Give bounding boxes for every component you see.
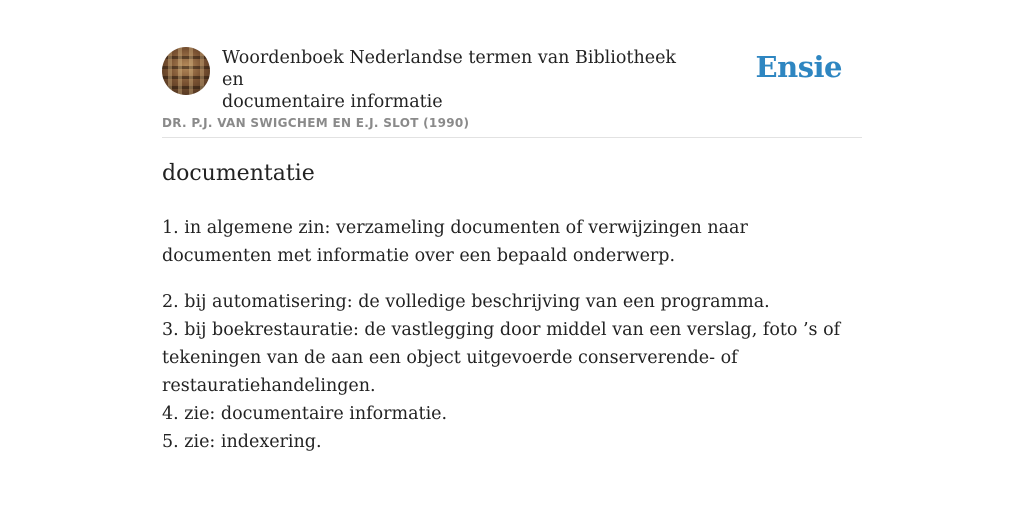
book-header bbox=[162, 47, 862, 112]
entry-term: documentatie bbox=[162, 161, 315, 186]
book-title-line-2: documentaire informatie bbox=[222, 92, 443, 112]
header-divider bbox=[162, 137, 862, 138]
definition-item-5: 5. zie: indexering. bbox=[162, 432, 322, 452]
entry-definition bbox=[162, 214, 862, 456]
definition-item-1: 1. in algemene zin: verzameling documenten of verwijzingen naar documenten met informatie over een bepaald onderwerp. bbox=[162, 218, 748, 266]
definition-item-4: 4. zie: documentaire informatie. bbox=[162, 404, 448, 424]
book-cover-avatar[interactable] bbox=[162, 47, 210, 95]
authors-line: DR. P.J. VAN SWIGCHEM EN E.J. SLOT (1990) bbox=[162, 116, 470, 130]
definition-item-3: 3. bij boekrestauratie: de vastlegging door middel van een verslag, foto ’s of tekeningen van de aan een object uitgevoerde conserverende- of restauratiehandelingen. bbox=[162, 320, 841, 396]
definition-item-2: 2. bij automatisering: de volledige beschrijving van een programma. bbox=[162, 292, 770, 312]
book-title-line-1: Woordenboek Nederlandse termen van Bibliotheek en bbox=[222, 48, 677, 90]
book-title-link[interactable] bbox=[222, 47, 702, 113]
ensie-logo-link[interactable]: Ensie bbox=[755, 50, 842, 84]
